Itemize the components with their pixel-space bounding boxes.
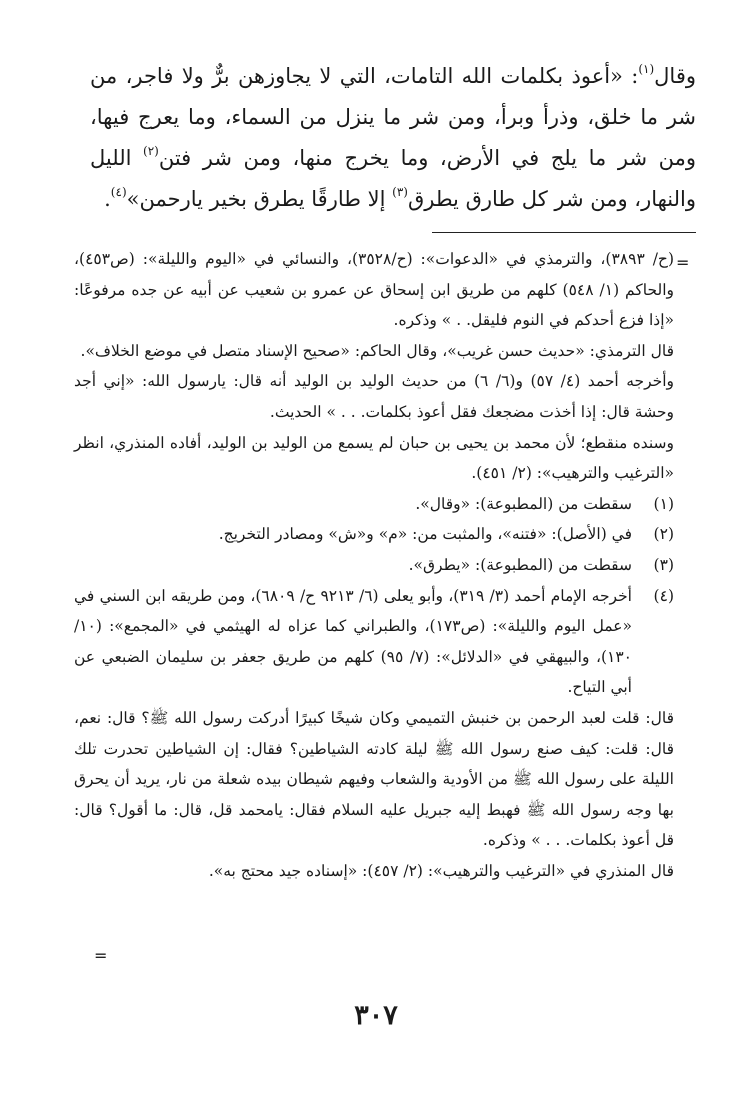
footnote-continued-paragraph: وسنده منقطع؛ لأن محمد بن يحيى بن حبان لم يسمع من الوليد بن الوليد، أفاده المنذري، انظر «الترغيب والترهيب»: (٢/ ٤٥١). [74, 433, 674, 483]
footnote-3 [74, 550, 674, 581]
continuation-mark-bottom: = [94, 946, 108, 965]
footnote-after-paragraph: قال: قلت لعبد الرحمن بن خنبش التميمي وكان شيخًا كبيرًا أدركت رسول الله ﷺ؟ قال: نعم، قال: قلت: كيف صنع رسول الله ﷺ ليلة كادته الشياطين؟ فقال: إن الشياطين تحدرت تلك الليلة على رسول الله ﷺ من الأودية والشعاب وفيهم شيطان بيده شعلة من نار، يريد أن يحرق بها وجه رسول الله ﷺ فهبط إليه جبريل عليه السلام فقال: يامحمد قل، قال: ما أقول؟ قال: قل أعوذ بكلمات. . . » وذكره. [74, 708, 674, 850]
footnote-continued-paragraph: وأخرجه أحمد (٤/ ٥٧) و(٦/ ٦) من حديث الوليد بن الوليد أنه قال: يارسول الله: «إني أجد وحشة قال: إذا أخذت مضجعك فقل أعوذ بكلمات. . . » الحديث. [74, 372, 675, 421]
footnote-divider [432, 232, 696, 233]
footnote-continued-paragraph: (ح/ ٣٨٩٣)، والترمذي في «الدعوات»: (ح/٣٥٢٨)، والنسائي في «اليوم والليلة»: (ص٤٥٣)، والحاكم (١/ ٥٤٨) كلهم من طريق ابن إسحاق عن عمرو بن شعيب عن أبيه عن جده مرفوعًا: «إذا فزع أحدكم في النوم فليقل. . » وذكره. [74, 250, 674, 330]
footnotes [74, 244, 674, 886]
footnote-text: سقطت من (المطبوعة): «يطرق». [408, 555, 632, 574]
footnote-text: في (الأصل): «فتنه»، والمثبت من: «م» و«ش» ومصادر التخريج. [218, 525, 632, 544]
footnote-after-paragraph: قال المنذري في «الترغيب والترهيب»: (٢/ ٤٥٧): «إسناده جيد محتج به». [208, 861, 674, 880]
page-number: ٣٠٧ [354, 1000, 398, 1031]
footnote-text: سقطت من (المطبوعة): «وقال». [415, 494, 632, 513]
footnote-number: (٢) [653, 525, 674, 544]
footnote-text: أخرجه الإمام أحمد (٣/ ٣١٩)، وأبو يعلى (٦/ ٩٢١٣ ح/ ٦٨٠٩)، ومن طريقه ابن السني في «عمل اليوم والليلة»: (ص١٧٣)، والطبراني كما عزاه له الهيثمي في «المجمع»: (١٠/ ١٣٠)، والبيهقي في «الدلائل»: (٧/ ٩٥) كلهم من طريق جعفر بن سليمان الضبعي عن أبي التياح. [74, 586, 633, 697]
footnote-number: (١) [653, 494, 674, 513]
main-paragraph: وقال$^{(١)}$: «أعوذ بكلمات الله التامات، التي لا يجاوزهن برٌّ ولا فاجر، من شر ما خلق، وذرأ وبرأ، ومن شر ما ينزل من السماء، وما يعرج فيها، ومن شر ما يلج في الأرض، وما يخرج منها، ومن شر فتن$^{(٢)}$ الليل والنهار، ومن شر كل طارق يطرق$^{(٣)}$ إلا طارقًا يطرق بخير يارحمن»$^{(٤)}$. [90, 62, 696, 211]
footnote-number: (٤) [653, 586, 674, 605]
footnote-number: (٣) [653, 555, 674, 574]
continuation-mark-top: = [676, 253, 690, 272]
footnote-2 [74, 519, 674, 550]
main-text [90, 56, 696, 220]
footnote-1 [74, 489, 674, 520]
footnote-4 [74, 581, 674, 703]
footnote-continued-paragraph: قال الترمذي: «حديث حسن غريب»، وقال الحاكم: «صحيح الإسناد متصل في موضع الخلاف». [80, 341, 674, 360]
